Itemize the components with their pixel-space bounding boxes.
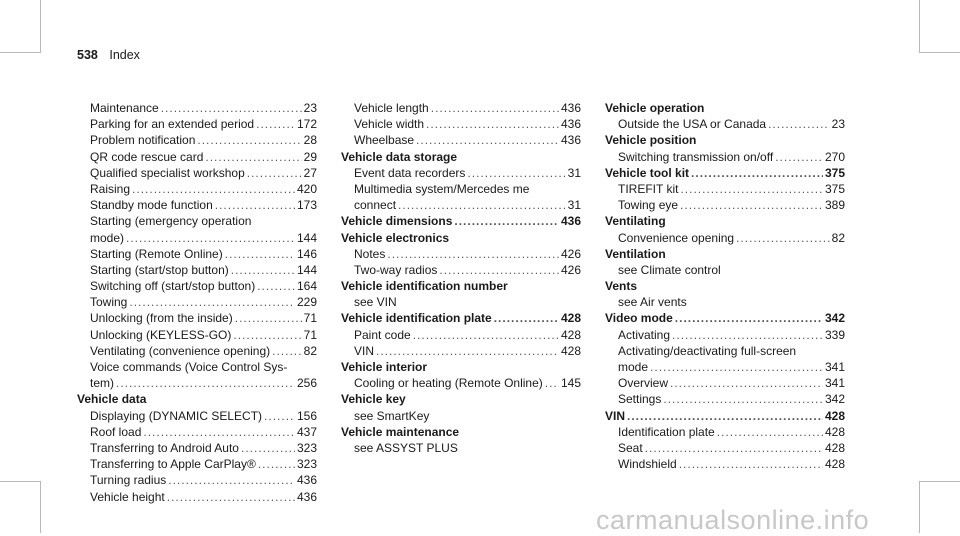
index-entry	[77, 116, 317, 132]
entry-text: Multimedia system/Mercedes me	[354, 181, 530, 196]
page-ref[interactable]: 436	[560, 101, 581, 115]
index-entry	[341, 294, 581, 310]
entry-text: Vehicle operation	[605, 101, 705, 115]
index-heading	[605, 408, 845, 424]
entry-text: Starting (start/stop button)	[90, 262, 229, 277]
entry-text: Vehicle identification plate	[341, 311, 492, 326]
index-entry	[605, 375, 845, 391]
index-entry	[77, 424, 317, 440]
entry-text: Video mode	[605, 311, 673, 326]
index-entry	[77, 246, 317, 262]
page-ref[interactable]: 436	[296, 489, 317, 504]
dot-leader	[235, 310, 302, 326]
crop-mark	[40, 481, 41, 533]
entry-text: Unlocking (from the inside)	[90, 311, 233, 326]
crop-mark	[919, 0, 920, 52]
dot-leader	[454, 213, 559, 229]
dot-leader	[439, 262, 559, 278]
index-heading	[341, 230, 581, 246]
page-ref[interactable]: 144	[296, 262, 317, 277]
page-ref[interactable]: 420	[296, 181, 317, 196]
index-entry	[77, 230, 317, 246]
index-entry	[341, 116, 581, 132]
dot-leader	[225, 246, 295, 262]
page-ref[interactable]: 426	[560, 246, 581, 261]
index-heading	[605, 246, 845, 262]
entry-text: Vehicle dimensions	[341, 214, 453, 229]
entry-text: Vehicle data	[77, 392, 147, 407]
dot-leader	[247, 165, 302, 181]
entry-text: see Air vents	[618, 295, 687, 310]
index-entry	[605, 343, 845, 359]
entry-text: Vehicle length	[354, 101, 429, 115]
index-heading	[341, 391, 581, 407]
page-ref[interactable]: 436	[560, 133, 581, 148]
page-ref[interactable]: 426	[560, 262, 581, 277]
entry-text: see SmartKey	[354, 408, 430, 423]
index-entry	[341, 181, 581, 197]
entry-text: Seat	[618, 440, 643, 455]
page-ref[interactable]: 339	[824, 327, 845, 342]
index-entry	[77, 343, 317, 359]
dot-leader	[167, 489, 295, 505]
page-ref[interactable]: 172	[296, 117, 317, 132]
index-entry	[77, 294, 317, 310]
dot-leader	[663, 391, 823, 407]
index-entry	[77, 327, 317, 343]
index-entry	[341, 197, 581, 213]
index-entry	[605, 391, 845, 407]
index-entry	[77, 440, 317, 456]
entry-text: Maintenance	[90, 101, 159, 115]
entry-text: Transferring to Apple CarPlay®	[90, 457, 256, 472]
entry-text: Standby mode function	[90, 198, 213, 213]
entry-text: Roof load	[90, 424, 142, 439]
dot-leader	[413, 327, 559, 343]
page-number: 538	[77, 48, 98, 62]
page-ref[interactable]: 31	[567, 198, 581, 213]
dot-leader	[627, 408, 823, 424]
entry-text: Vehicle electronics	[341, 230, 450, 245]
page-ref[interactable]: 256	[296, 376, 317, 391]
dot-leader	[116, 375, 295, 391]
dot-leader	[650, 359, 823, 375]
entry-text: Vehicle data storage	[341, 149, 458, 164]
entry-text: Vehicle position	[605, 133, 697, 148]
page-ref[interactable]: 428	[824, 424, 845, 439]
index-heading	[341, 213, 581, 229]
dot-leader	[680, 181, 823, 197]
dot-leader	[215, 197, 295, 213]
index-entry	[605, 440, 845, 456]
page-ref[interactable]: 145	[560, 376, 581, 391]
entry-text: Displaying (DYNAMIC SELECT)	[90, 408, 263, 423]
page-ref[interactable]: 428	[560, 327, 581, 342]
entry-text: Towing eye	[618, 198, 679, 213]
page-ref[interactable]: 173	[296, 198, 317, 213]
dot-leader	[545, 375, 559, 391]
entry-text: Unlocking (KEYLESS-GO)	[90, 327, 232, 342]
crop-mark	[0, 52, 41, 53]
page-ref[interactable]: 71	[303, 311, 317, 326]
entry-text: Starting (emergency operation	[90, 214, 252, 229]
index-entry	[77, 197, 317, 213]
entry-text: Qualified specialist workshop	[90, 165, 245, 180]
index-entry	[77, 262, 317, 278]
dot-leader	[126, 230, 295, 246]
page-ref[interactable]: 428	[560, 343, 581, 358]
section-title: Index	[109, 48, 140, 62]
entry-text: Vehicle tool kit	[605, 165, 690, 180]
entry-text: Vehicle maintenance	[341, 424, 460, 439]
entry-text: Activating/deactivating full-screen	[618, 343, 797, 358]
dot-leader	[494, 310, 559, 326]
entry-text: Settings	[618, 392, 662, 407]
page-ref[interactable]: 31	[567, 165, 581, 180]
index-column-2	[341, 100, 581, 456]
page-ref[interactable]: 428	[824, 440, 845, 455]
dot-leader	[129, 294, 295, 310]
crop-mark	[919, 481, 920, 533]
entry-text: Transferring to Android Auto	[90, 440, 239, 455]
page-ref[interactable]: 428	[824, 408, 845, 423]
dot-leader	[257, 278, 295, 294]
entry-text: Paint code	[354, 327, 411, 342]
crop-mark	[0, 481, 41, 482]
entry-text: mode	[618, 360, 649, 374]
index-entry	[77, 359, 317, 375]
page-ref[interactable]: 323	[296, 457, 317, 472]
page-ref[interactable]: 23	[303, 101, 317, 115]
dot-leader	[264, 408, 295, 424]
dot-leader	[670, 375, 823, 391]
page-header	[77, 48, 140, 62]
page-ref[interactable]: 82	[303, 343, 317, 358]
index-entry	[77, 132, 317, 148]
entry-text: Ventilating (convenience opening)	[90, 343, 271, 358]
index-heading	[605, 165, 845, 181]
entry-text: VIN	[354, 343, 375, 358]
entry-text: Switching transmission on/off	[618, 149, 774, 164]
page-ref[interactable]: 270	[824, 149, 845, 164]
entry-text: Vehicle height	[90, 489, 165, 504]
page-ref[interactable]: 27	[303, 165, 317, 180]
index-entry	[77, 165, 317, 181]
index-entry	[77, 375, 317, 391]
page-ref[interactable]: 29	[303, 149, 317, 164]
dot-leader	[161, 100, 302, 116]
entry-text: Problem notification	[90, 133, 196, 148]
index-entry	[341, 100, 581, 116]
entry-text: see VIN	[354, 295, 397, 310]
page-ref[interactable]: 164	[296, 279, 317, 294]
index-heading	[341, 424, 581, 440]
page-ref[interactable]: 437	[296, 424, 317, 439]
index-entry	[77, 408, 317, 424]
entry-text: Vehicle width	[354, 117, 425, 132]
page-ref[interactable]: 156	[296, 408, 317, 423]
entry-text: Vents	[605, 279, 638, 294]
index-entry	[341, 408, 581, 424]
index-heading	[341, 310, 581, 326]
index-heading	[605, 310, 845, 326]
index-entry	[605, 230, 845, 246]
index-entry	[605, 181, 845, 197]
dot-leader	[680, 197, 823, 213]
index-entry	[341, 246, 581, 262]
index-entry	[605, 456, 845, 472]
dot-leader	[675, 310, 823, 326]
dot-leader	[736, 230, 830, 246]
entry-text: Notes	[354, 246, 386, 261]
index-heading	[605, 213, 845, 229]
page-ref[interactable]: 23	[831, 117, 845, 132]
dot-leader	[398, 197, 566, 213]
entry-text: Windshield	[618, 457, 677, 472]
index-entry	[77, 472, 317, 488]
entry-text: Raising	[90, 181, 131, 196]
page-ref[interactable]: 146	[296, 246, 317, 261]
dot-leader	[376, 343, 559, 359]
index-entry	[77, 213, 317, 229]
entry-text: Vehicle identification number	[341, 279, 508, 294]
index-entry	[77, 149, 317, 165]
page-ref[interactable]: 341	[824, 376, 845, 391]
page-ref[interactable]: 389	[824, 198, 845, 213]
dot-leader	[775, 149, 823, 165]
entry-text: mode)	[90, 230, 125, 245]
dot-leader	[645, 440, 823, 456]
dot-leader	[197, 132, 301, 148]
entry-text: Towing	[90, 295, 128, 310]
entry-text: see ASSYST PLUS	[354, 440, 458, 455]
index-entry	[605, 359, 845, 375]
index-entry	[605, 327, 845, 343]
entry-text: Cooling or heating (Remote Online)	[354, 376, 543, 391]
entry-text: QR code rescue card	[90, 149, 204, 164]
index-entry	[341, 165, 581, 181]
entry-text: tem)	[90, 376, 114, 391]
entry-text: Event data recorders	[354, 165, 466, 180]
index-entry	[605, 262, 845, 278]
crop-mark	[919, 52, 960, 53]
dot-leader	[717, 424, 823, 440]
index-entry	[77, 489, 317, 505]
entry-text: VIN	[605, 408, 626, 423]
crop-mark	[40, 0, 41, 52]
entry-text: Parking for an extended period	[90, 117, 255, 132]
index-entry	[605, 197, 845, 213]
index-entry	[341, 343, 581, 359]
index-heading	[605, 132, 845, 148]
page-ref[interactable]: 436	[296, 473, 317, 488]
watermark: carmanualsonline.info	[596, 505, 870, 535]
dot-leader	[672, 327, 823, 343]
dot-leader	[426, 116, 559, 132]
dot-leader	[258, 456, 295, 472]
dot-leader	[768, 116, 830, 132]
index-entry	[605, 424, 845, 440]
index-entry	[341, 262, 581, 278]
page-ref[interactable]: 375	[824, 165, 845, 180]
index-heading	[341, 278, 581, 294]
dot-leader	[231, 262, 295, 278]
page-ref[interactable]: 436	[560, 214, 581, 229]
dot-leader	[416, 132, 559, 148]
dot-leader	[272, 343, 302, 359]
index-heading	[77, 391, 317, 407]
dot-leader	[205, 149, 301, 165]
entry-text: Identification plate	[618, 424, 715, 439]
index-entry	[605, 116, 845, 132]
entry-text: Two-way radios	[354, 262, 438, 277]
index-entry	[605, 149, 845, 165]
page-ref[interactable]: 342	[824, 311, 845, 326]
index-entry	[341, 440, 581, 456]
page-ref[interactable]: 71	[303, 327, 317, 342]
dot-leader	[168, 472, 295, 488]
index-entry	[341, 132, 581, 148]
entry-text: Activating	[618, 327, 671, 342]
index-heading	[341, 359, 581, 375]
dot-leader	[679, 456, 823, 472]
index-entry	[341, 375, 581, 391]
dot-leader	[691, 165, 823, 181]
index-entry	[605, 294, 845, 310]
entry-text: Voice commands (Voice Control Sys-	[90, 360, 288, 374]
index-entry	[77, 310, 317, 326]
entry-text: Starting (Remote Online)	[90, 246, 223, 261]
index-heading	[341, 149, 581, 165]
index-entry	[341, 327, 581, 343]
page-ref[interactable]: 375	[824, 181, 845, 196]
dot-leader	[132, 181, 295, 197]
page-ref[interactable]: 28	[303, 133, 317, 148]
page-ref[interactable]: 342	[824, 392, 845, 407]
entry-text: Ventilating	[605, 214, 666, 229]
entry-text: Convenience opening	[618, 230, 735, 245]
page-ref[interactable]: 229	[296, 295, 317, 310]
index-entry	[77, 181, 317, 197]
entry-text: Switching off (start/stop button)	[90, 279, 256, 294]
page-ref[interactable]: 428	[824, 457, 845, 472]
index-column-3	[605, 100, 845, 472]
index-heading	[605, 278, 845, 294]
dot-leader	[431, 100, 559, 116]
index-column-1	[77, 100, 317, 505]
index-entry	[77, 456, 317, 472]
page-ref[interactable]: 82	[831, 230, 845, 245]
index-heading	[605, 100, 845, 116]
dot-leader	[467, 165, 565, 181]
entry-text: Vehicle key	[341, 392, 406, 407]
entry-text: Ventilation	[605, 246, 666, 261]
crop-mark	[919, 481, 960, 482]
dot-leader	[233, 327, 301, 343]
page-ref[interactable]: 428	[560, 311, 581, 326]
page-ref[interactable]: 144	[296, 230, 317, 245]
dot-leader	[143, 424, 295, 440]
entry-text: Turning radius	[90, 473, 167, 488]
page-ref[interactable]: 436	[560, 117, 581, 132]
dot-leader	[387, 246, 559, 262]
entry-text: see Climate control	[618, 262, 721, 277]
page-ref[interactable]: 323	[296, 440, 317, 455]
dot-leader	[256, 116, 295, 132]
index-entry	[77, 100, 317, 116]
page-ref[interactable]: 341	[824, 360, 845, 374]
entry-text: Overview	[618, 376, 669, 391]
entry-text: connect	[354, 198, 397, 213]
index-entry	[77, 278, 317, 294]
entry-text: Wheelbase	[354, 133, 415, 148]
dot-leader	[241, 440, 295, 456]
entry-text: Vehicle interior	[341, 360, 428, 374]
entry-text: Outside the USA or Canada	[618, 117, 767, 132]
entry-text: TIREFIT kit	[618, 181, 679, 196]
